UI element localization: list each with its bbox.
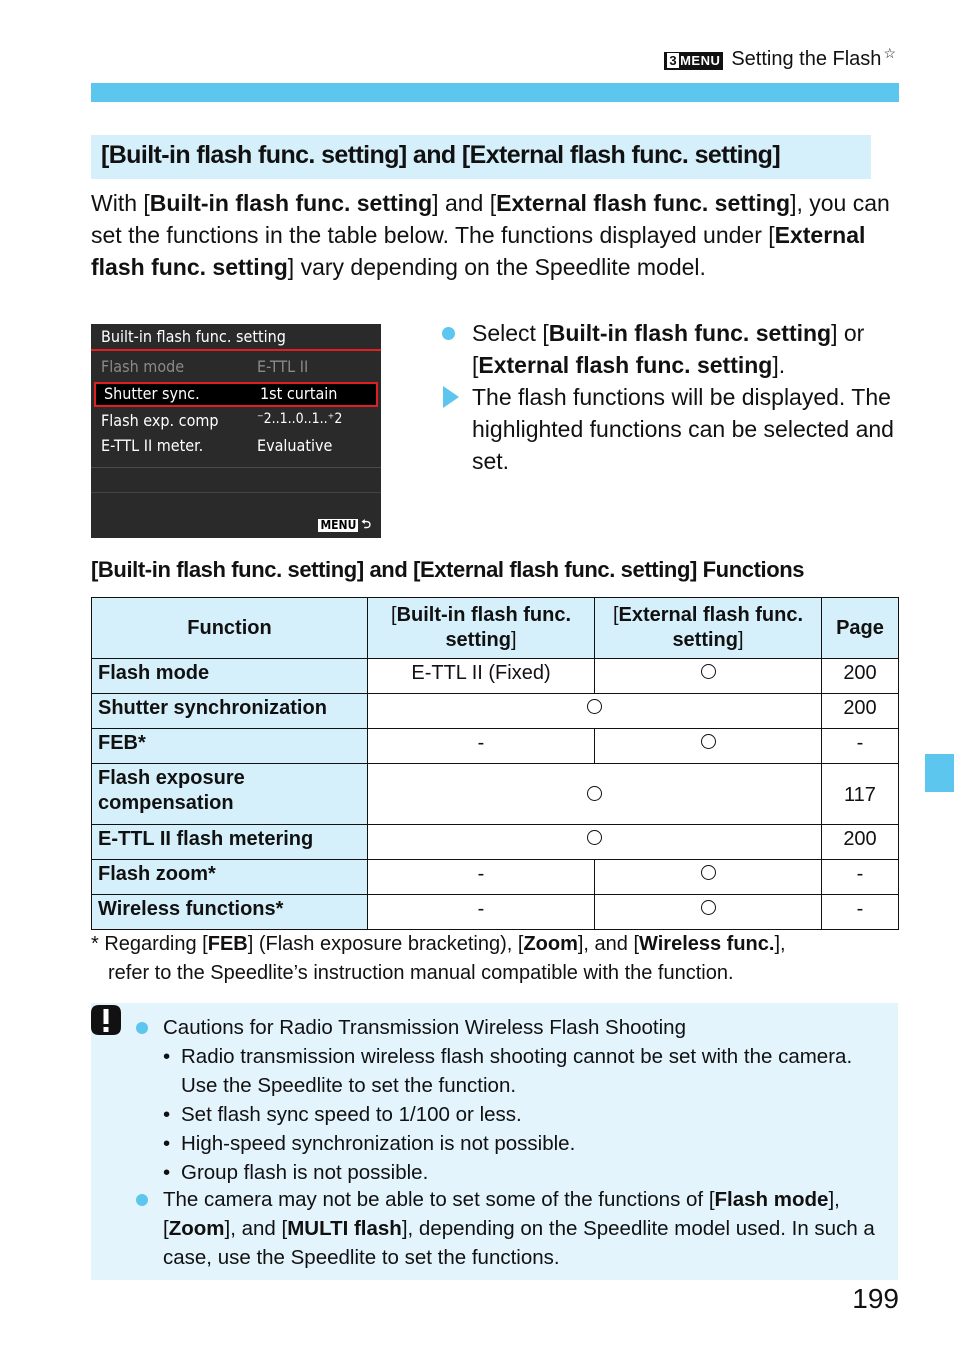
circle-mark-icon [587, 786, 602, 801]
table-row: Flash mode E-TTL II (Fixed) 200 [92, 659, 899, 694]
section-heading: [Built-in flash func. setting] and [External flash func. setting] [91, 135, 871, 179]
caution-item-radio: Cautions for Radio Transmission Wireless Flash Shooting • Radio transmission wireless flash shooting cannot be set with the camera. Use the Speedlite to set the function. • Set flash sync speed to 1/100 or less. • High-speed synchronization is not possible. • Group flash is not possible. [136, 1013, 876, 1187]
advanced-star-icon: ☆ [883, 45, 896, 61]
screen-empty-row [91, 468, 381, 493]
functions-table [91, 597, 899, 930]
table-row: FEB* - - [92, 729, 899, 764]
camera-menu-screenshot [91, 324, 381, 538]
header-function: Function [92, 598, 368, 659]
running-header [664, 45, 896, 71]
header-color-bar [91, 83, 899, 102]
table-header-row [92, 598, 899, 659]
header-title: Setting the Flash ☆ [731, 45, 896, 70]
caution-bullet-icon [136, 1022, 148, 1034]
screen-row-ettl-meter: E-TTL II meter. Evaluative [101, 436, 333, 455]
circle-mark-icon [701, 734, 716, 749]
return-arrow-icon: ⮌ [361, 517, 371, 531]
table-row: Flash zoom* - - [92, 860, 899, 895]
table-row: Wireless functions* - - [92, 895, 899, 930]
table-row: Flash exposure compensation 117 [92, 764, 899, 825]
step-select: Select [Built-in flash func. setting] or [External flash func. setting]. [440, 317, 910, 381]
page-number: 199 [852, 1283, 899, 1314]
screen-title: Built-in flash func. setting [91, 324, 381, 351]
caution-sub-item: • High-speed synchronization is not possible. [163, 1129, 876, 1158]
caution-bullet-icon [136, 1194, 148, 1206]
step-result: The flash functions will be displayed. The highlighted functions can be selected and set. [440, 381, 910, 477]
circle-mark-icon [587, 830, 602, 845]
screen-row-flash-exp-comp: Flash exp. comp ⁻2..1..0..1..⁺2 [101, 411, 343, 430]
intro-paragraph: With [Built-in flash func. setting] and [External flash func. setting], you can set the functions in the table below. The functions displayed under [External flash func. setting] vary depending on the Speedlite model. [91, 190, 890, 280]
circle-mark-icon [701, 664, 716, 679]
circle-mark-icon [701, 865, 716, 880]
circle-mark-icon [587, 699, 602, 714]
circle-mark-icon [701, 900, 716, 915]
table-footnote: * Regarding [FEB] (Flash exposure bracketing), [Zoom], and [Wireless func.], refer to the Speedlite’s instruction manual compatible with the function. [91, 933, 786, 984]
table-row: E-TTL II flash metering 200 [92, 825, 899, 860]
caution-sub-item: • Set flash sync speed to 1/100 or less. [163, 1100, 876, 1129]
caution-item-functions: The camera may not be able to set some of the functions of [Flash mode], [Zoom], and [MULTI flash], depending on the Speedlite model used. In such a case, use the Speedlite to set the functions. [136, 1185, 886, 1272]
caution-sub-item: • Radio transmission wireless flash shooting cannot be set with the camera. Use the Speedlite to set the function. [163, 1042, 876, 1100]
header-external: [External flash func. setting] [595, 598, 822, 659]
instruction-steps [440, 317, 910, 477]
caution-sub-item: • Group flash is not possible. [163, 1158, 876, 1187]
caution-box [91, 1003, 898, 1280]
header-built-in: [Built-in flash func. setting] [368, 598, 595, 659]
table-heading: [Built-in flash func. setting] and [External flash func. setting] Functions [91, 557, 805, 582]
table-row: Shutter synchronization 200 [92, 694, 899, 729]
result-triangle-icon [443, 386, 459, 408]
header-page: Page [822, 598, 899, 659]
screen-row-shutter-sync: Shutter sync. 1st curtain [94, 382, 378, 407]
screen-row-flash-mode: Flash mode E-TTL II [101, 357, 309, 376]
caution-icon [91, 1005, 121, 1035]
chapter-side-tab [925, 754, 954, 792]
menu-tab-icon: 3 MENU [664, 52, 723, 70]
step-bullet-icon [442, 327, 455, 340]
screen-footer: MENU ⮌ [318, 515, 371, 536]
